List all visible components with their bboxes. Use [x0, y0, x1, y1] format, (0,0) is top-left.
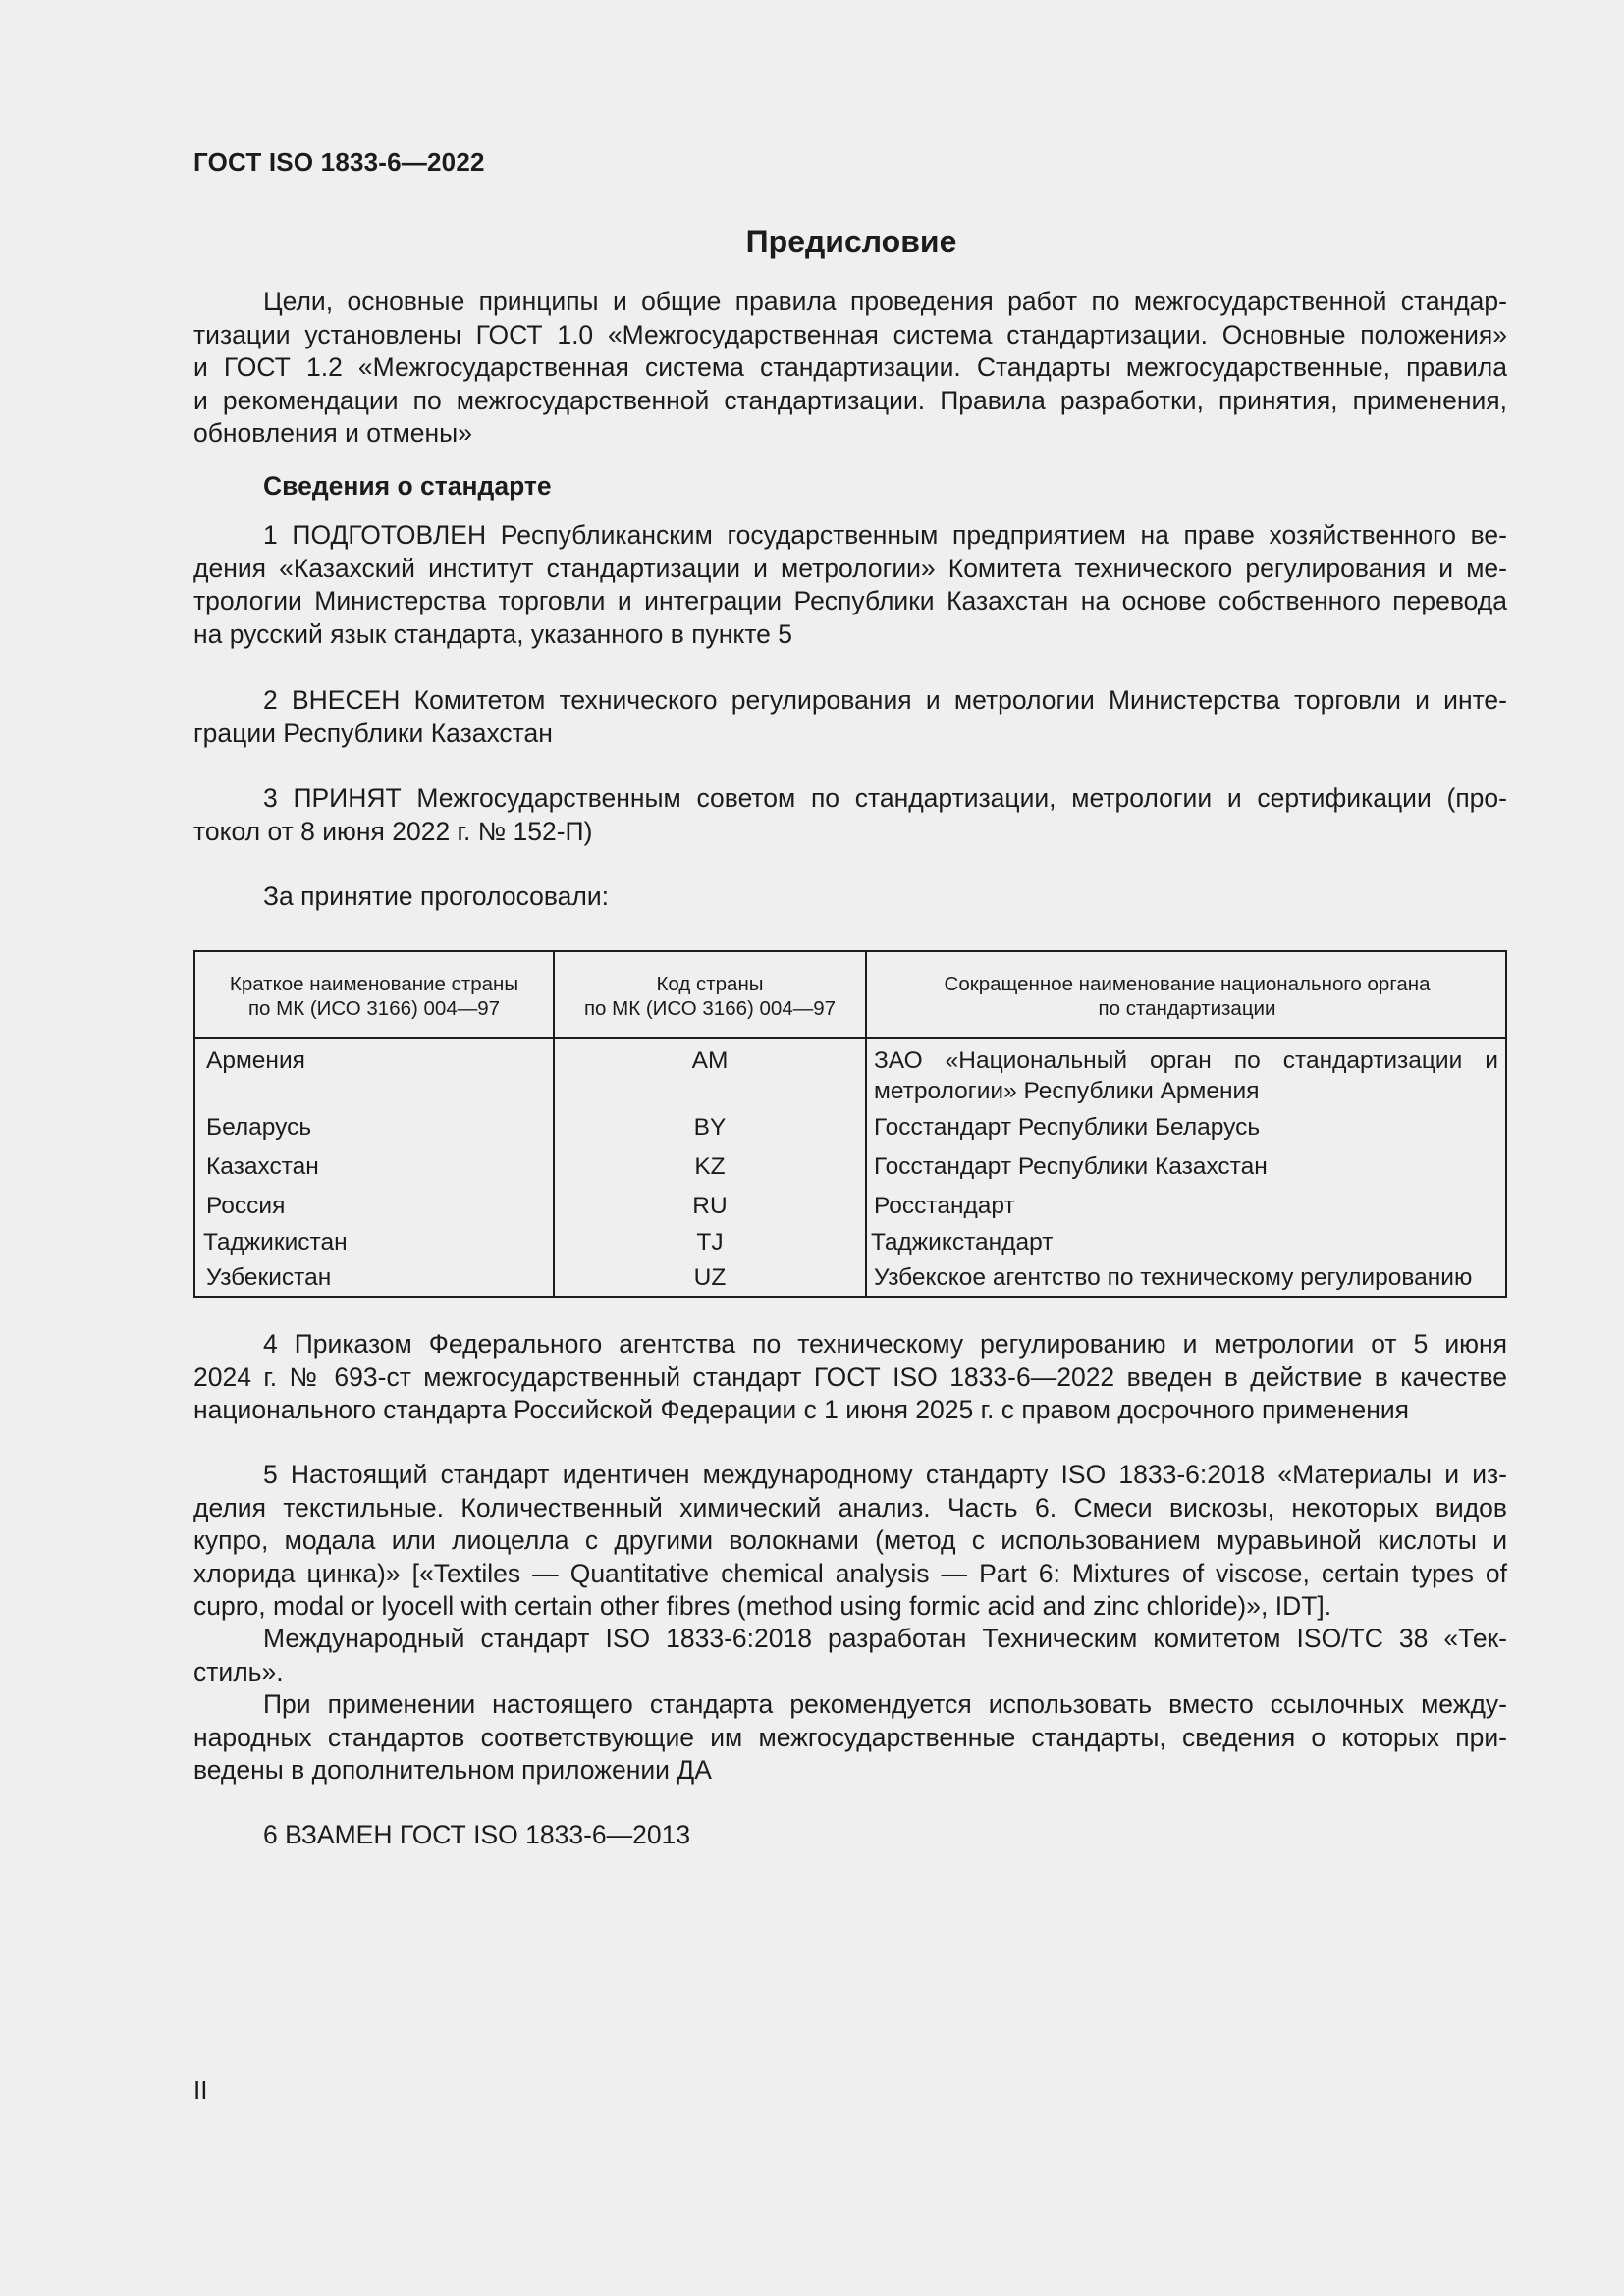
item-line: стиль». [193, 1656, 284, 1686]
table-cell-country: Россия [206, 1193, 286, 1219]
table-header-code [555, 972, 865, 1021]
item-5-paragraph [193, 1459, 1507, 1624]
item-line: 1 ПОДГОТОВЛЕН Республиканским государственным предприятием на праве хозяйственного ве- [263, 520, 1507, 550]
header-line: по МК (ИСО 3166) 004—97 [247, 997, 501, 1020]
table-header-body [867, 972, 1507, 1021]
table-cell-body: Госстандарт Республики Беларусь [874, 1114, 1261, 1141]
header-line: Сокращенное наименование национального органа [944, 973, 1431, 995]
table-cell-code: TJ [696, 1229, 724, 1255]
item-line: делия текстильные. Количественный химический анализ. Часть 6. Смеси вискозы, некоторых видов [193, 1492, 1507, 1522]
intro-line: и ГОСТ 1.2 «Межгосударственная система стандартизации. Стандарты межгосударственные, правила [193, 352, 1507, 382]
table-cell-body: Госстандарт Республики Казахстан [874, 1153, 1268, 1180]
item-line: cupro, modal or lyocell with certain other fibres (method using formic acid and zinc chloride)», IDT]. [193, 1591, 1332, 1621]
table-cell-code: UZ [693, 1264, 727, 1291]
table-cell-country: Казахстан [206, 1153, 319, 1180]
table-cell-country: Таджикистан [203, 1229, 348, 1255]
item-line: дения «Казахский институт стандартизации и метрологии» Комитета технического регулирования и ме- [193, 553, 1507, 583]
item-line: 2024 г. № 693-ст межгосударственный стандарт ГОСТ ISO 1833-6—2022 введен в действие в качестве [193, 1362, 1507, 1392]
item-line: купро, модала или лиоцелла с другими волокнами (метод с использованием муравьиной кислоты и [193, 1525, 1507, 1555]
intro-line: и рекомендации по межгосударственной стандартизации. Правила разработки, принятия, применения, [193, 385, 1507, 415]
item-line: на русский язык стандарта, указанного в пункте 5 [193, 618, 793, 649]
table-header-divider [195, 1037, 1505, 1039]
item-line: хлорида цинка)» [«Textiles — Quantitative chemical analysis — Part 6: Mixtures of viscose, certain types of [193, 1558, 1507, 1588]
intro-line: обновления и отмены» [193, 418, 472, 448]
vote-label: За принятие проголосовали: [263, 881, 610, 911]
section-subheading: Сведения о стандарте [263, 471, 552, 501]
header-line: по стандартизации [1098, 997, 1276, 1020]
item-line: народных стандартов соответствующие им межгосударственные стандарты, сведения о которых при- [193, 1722, 1507, 1752]
item-line: трологии Министерства торговли и интеграции Республики Казахстан на основе собственного перевода [193, 586, 1507, 615]
item-4-paragraph [193, 1328, 1507, 1427]
table-cell-body: Узбекское агентство по техническому регулированию [874, 1264, 1473, 1291]
item-line: ведены в дополнительном приложении ДА [193, 1755, 712, 1785]
item-line: 2 ВНЕСЕН Комитетом технического регулирования и метрологии Министерства торговли и инте- [263, 685, 1507, 715]
document-header: ГОСТ ISO 1833-6—2022 [193, 147, 485, 177]
item-1-paragraph [193, 519, 1507, 651]
item-line: 5 Настоящий стандарт идентичен международному стандарту ISO 1833-6:2018 «Материалы и из- [263, 1460, 1507, 1489]
item-line: грации Республики Казахстан [193, 718, 553, 748]
item-line: При применении настоящего стандарта рекомендуется использовать вместо ссылочных между- [263, 1689, 1507, 1719]
table-cell-country: Армения [206, 1047, 305, 1074]
table-cell-code: AM [691, 1047, 729, 1074]
table-cell-country: Узбекистан [206, 1264, 332, 1291]
table-header-country [195, 972, 553, 1021]
item-line: токол от 8 июня 2022 г. № 152-П) [193, 816, 593, 846]
header-line: Краткое наименование страны [229, 973, 519, 995]
voting-countries-table [193, 950, 1507, 1298]
table-cell-code: RU [692, 1193, 728, 1219]
item-line: Международный стандарт ISO 1833-6:2018 разработан Техническим комитетом ISO/TC 38 «Тек- [263, 1624, 1507, 1653]
item-6-line: 6 ВЗАМЕН ГОСТ ISO 1833-6—2013 [263, 1820, 691, 1849]
page-number: II [193, 2075, 208, 2105]
item-line: 4 Приказом Федерального агентства по техническому регулированию и метрологии от 5 июня [263, 1329, 1507, 1359]
header-line: по МК (ИСО 3166) 004—97 [583, 997, 837, 1020]
item-line: 3 ПРИНЯТ Межгосударственным советом по стандартизации, метрологии и сертификации (про- [263, 783, 1507, 813]
table-cell-body: ЗАО «Национальный орган по стандартизации и метрологии» Республики Армения [874, 1047, 1498, 1104]
table-cell-country: Беларусь [206, 1114, 312, 1141]
item-5-application-paragraph [193, 1688, 1507, 1788]
item-3-paragraph [193, 782, 1507, 848]
item-2-paragraph [193, 684, 1507, 750]
header-line: Код страны [656, 973, 764, 995]
intro-line: тизации установлены ГОСТ 1.0 «Межгосударственная система стандартизации. Основные положения» [193, 319, 1507, 349]
table-cell-body: Росстандарт [874, 1193, 1015, 1219]
item-5-international-paragraph [193, 1623, 1507, 1688]
item-line: национального стандарта Российской Федерации с 1 июня 2025 г. с правом досрочного применения [193, 1395, 1410, 1424]
table-cell-code: KZ [694, 1153, 726, 1180]
table-cell-body: Таджикстандарт [871, 1229, 1054, 1255]
intro-line: Цели, основные принципы и общие правила проведения работ по межгосударственной стандар- [263, 287, 1507, 316]
table-cell-code: BY [693, 1114, 727, 1141]
intro-paragraph [193, 286, 1507, 451]
page-title: Предисловие [745, 224, 957, 259]
